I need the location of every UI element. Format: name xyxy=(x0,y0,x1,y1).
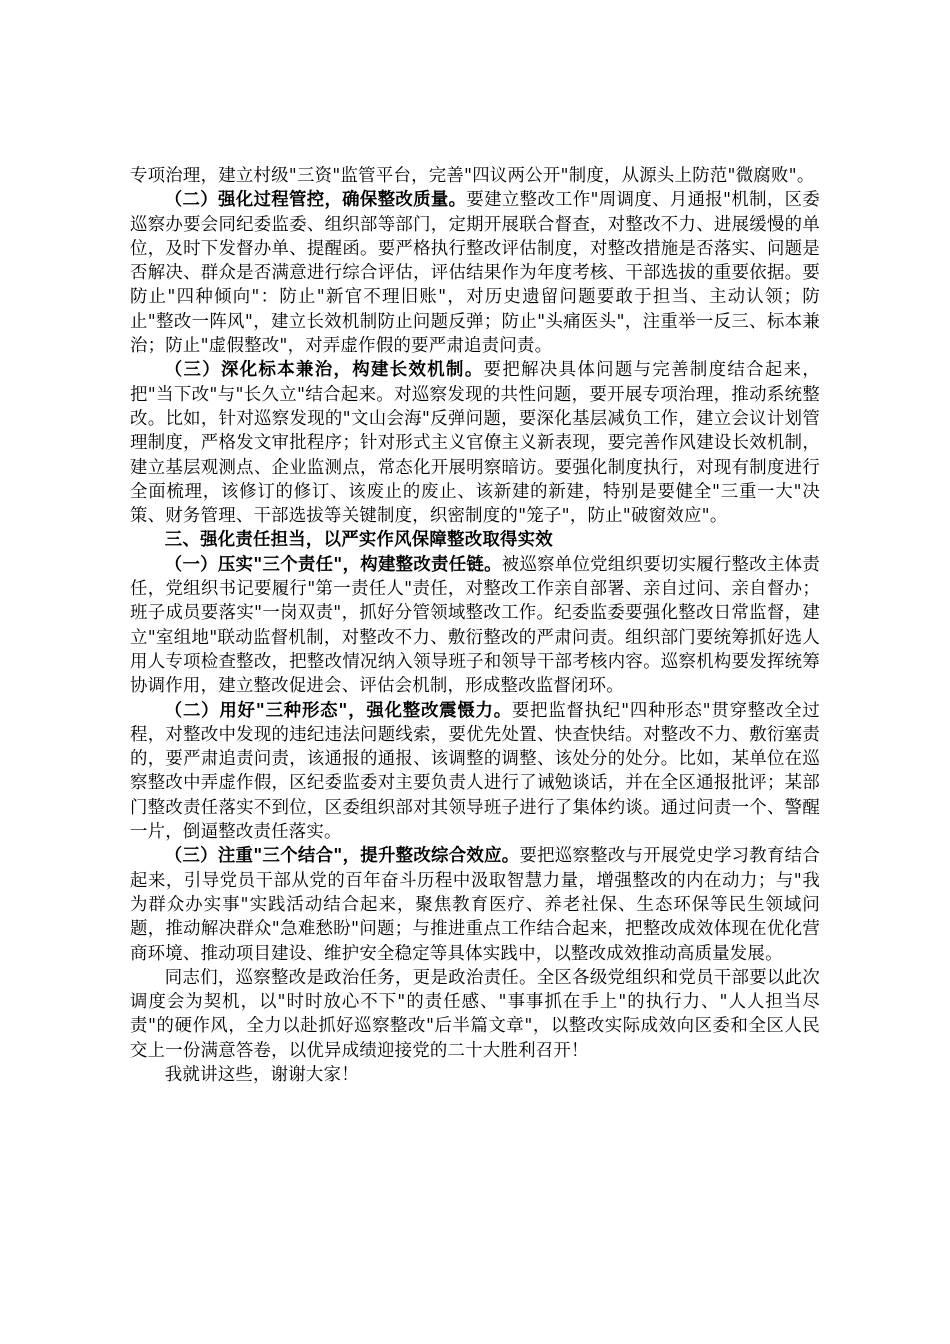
paragraph-lead: （三）注重"三个结合"，提升整改综合效应。 xyxy=(164,846,520,867)
paragraph-three-combinations xyxy=(130,844,820,965)
paragraph-text: 我就讲这些，谢谢大家！ xyxy=(164,1064,359,1085)
paragraph-lead: （二）用好"三种形态"，强化整改震慑力。 xyxy=(164,700,512,721)
paragraph-lead: （二）强化过程管控，确保整改质量。 xyxy=(164,190,467,211)
paragraph-closing-address xyxy=(130,966,820,1063)
paragraph-text: 要建立整改工作"周调度、月通报"机制，区委巡察办要会同纪委监委、组织部等部门，定期开展联合督查，对整改不力、进展缓慢的单位，及时下发督办单、提醒函。要严格执行整改评估制度，对整改措施是否落实、问题是否解决、群众是否满意进行综合评估，评估结果作为年度考核、干部选拔的重要依据。要防止"四种倾向"：防止"新官不理旧账"，对历史遗留问题要敢于担当、主动认领；防止"整改一阵风"，建立长效机制防止问题反弹；防止"头痛医头"，注重举一反三、标本兼治；防止"虚假整改"，对弄虚作假的要严肃追责问责。 xyxy=(130,190,820,357)
paragraph-closing-thanks xyxy=(130,1063,820,1087)
paragraph-process-control xyxy=(130,188,820,358)
paragraph-three-responsibilities xyxy=(130,553,820,699)
paragraph-three-forms xyxy=(130,699,820,845)
paragraph-text: 要把解决具体问题与完善制度结合起来，把"当下改"与"长久立"结合起来。对巡察发现的共性问题，要开展专项治理，推动系统整改。比如，针对巡察发现的"文山会海"反弹问题，要深化基层减负工作，建立会议计划管理制度，严格发文审批程序；针对形式主义官僚主义新表现，要完善作风建设长效机制，建立基层观测点、企业监测点，常态化开展明察暗访。要强化制度执行，对现有制度进行全面梳理，该修订的修订、该废止的废止、该新建的新建，特别是要健全"三重一大"决策、财务管理、干部选拔等关键制度，织密制度的"笼子"，防止"破窗效应"。 xyxy=(130,360,820,527)
paragraph-continuation xyxy=(130,164,820,188)
document-page xyxy=(130,164,820,1087)
paragraph-lead: （一）压实"三个责任"，构建整改责任链。 xyxy=(164,554,502,575)
paragraph-text: 要把巡察整改与开展党史学习教育结合起来，引导党员干部从党的百年奋斗历程中汲取智慧力量，增强整改的内在动力；与"我为群众办实事"实践活动结合起来，聚焦教育医疗、养老社保、生态环保等民生领域问题，推动解决群众"急难愁盼"问题；与推进重点工作结合起来，把整改成效体现在优化营商环境、推动项目建设、维护安全稳定等具体实践中，以整改成效推动高质量发展。 xyxy=(130,846,820,964)
paragraph-text: 专项治理，建立村级"三资"监管平台，完善"四议两公开"制度，从源头上防范"微腐败"。 xyxy=(130,166,815,186)
paragraph-text: 要把监督执纪"四种形态"贯穿整改全过程，对整改中发现的违纪违法问题线索，要优先处置、快查快结。对整改不力、敷衍塞责的，要严肃追责问责，该通报的通报、该调整的调整、该处分的处分。比如，某单位在巡察整改中弄虚作假，区纪委监委对主要负责人进行了诫勉谈话，并在全区通报批评；某部门整改责任落实不到位，区委组织部对其领导班子进行了集体约谈。通过问责一个、警醒一片，倒逼整改责任落实。 xyxy=(130,700,821,843)
paragraph-text: 同志们，巡察整改是政治任务，更是政治责任。全区各级党组织和党员干部要以此次调度会为契机，以"时时放心不下"的责任感、"事事抓在手上"的执行力、"人人担当尽责"的硬作风，全力以赴抓好巡察整改"后半篇文章"，以整改实际成效向区委和全区人民交上一份满意答卷，以优异成绩迎接党的二十大胜利召开！ xyxy=(130,967,820,1061)
paragraph-lead: （三）深化标本兼治，构建长效机制。 xyxy=(164,360,484,381)
section-heading: 三、强化责任担当，以严实作风保障整改取得实效 xyxy=(164,530,553,551)
paragraph-long-term-mechanism xyxy=(130,358,820,528)
paragraph-text: 被巡察单位党组织要切实履行整改主体责任，党组织书记要履行"第一责任人"责任，对整改工作亲自部署、亲自过问、亲自督办；班子成员要落实"一岗双责"，抓好分管领域整改工作。纪委监委要强化整改日常监督，建立"室组地"联动监督机制，对整改不力、敷衍整改的严肃问责。组织部门要统筹抓好选人用人专项检查整改，把整改情况纳入领导班子和领导干部考核内容。巡察机构要发挥统筹协调作用，建立整改促进会、评估会机制，形成整改监督闭环。 xyxy=(130,554,820,697)
